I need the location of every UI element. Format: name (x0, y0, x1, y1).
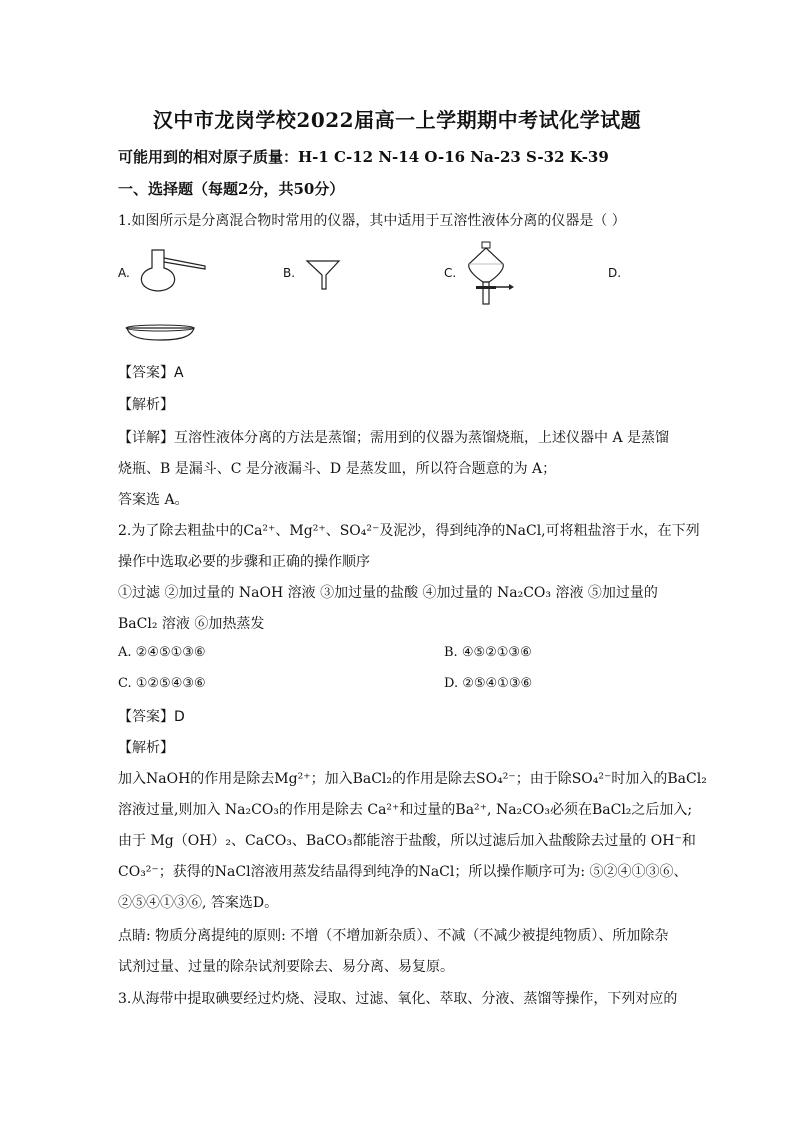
q2-note-line2: 试剂过量、过量的除杂试剂要除去、易分离、易复原。 (118, 959, 454, 975)
q1-stem: 1.如图所示是分离混合物时常用的仪器，其中适用于互溶性液体分离的仪器是（ ） (118, 213, 626, 229)
q2-option-b: B. ④⑤②①③⑥ (444, 645, 532, 660)
evaporating-dish-icon (124, 322, 198, 344)
q3-stem: 3.从海带中提取碘要经过灼烧、浸取、过滤、氧化、萃取、分液、蒸馏等操作，下列对应的 (118, 991, 678, 1007)
q1-answer: 【答案】A (118, 365, 184, 381)
q1-option-c: C. (444, 266, 457, 280)
q2-steps-line1: ①过滤 ②加过量的 NaOH 溶液 ③加过量的盐酸 ④加过量的 Na₂CO₃ 溶液 ⑤加过量的 (118, 585, 658, 601)
funnel-icon (305, 258, 343, 292)
q2-body-line4: CO₃²⁻；获得的NaCl溶液用蒸发结晶得到纯净的NaCl；所以操作顺序可为: ⑤②④①③⑥、 (118, 864, 688, 880)
q1-conclusion: 答案选 A。 (118, 492, 189, 508)
separatory-funnel-icon (463, 240, 523, 306)
q1-option-a: A. (118, 266, 130, 280)
q1-option-d: D. (608, 266, 622, 280)
q2-body-line1: 加入NaOH的作用是除去Mg²⁺；加入BaCl₂的作用是除去SO₄²⁻；由于除SO₄²⁻时加入的BaCl₂ (118, 771, 707, 787)
q2-analysis: 【解析】 (118, 740, 174, 756)
q1-option-b: B. (283, 266, 296, 280)
q2-option-c: C. ①②⑤④③⑥ (118, 676, 206, 691)
q2-stem-line2: 操作中选取必要的步骤和正确的操作顺序 (118, 554, 370, 570)
exam-title: 汉中市龙岗学校2022届高一上学期期中考试化学试题 (152, 108, 642, 132)
distillation-flask-icon (135, 246, 210, 294)
q2-note-line1: 点睛: 物质分离提纯的原则: 不增（不增加新杂质）、不减（不减少被提纯物质）、所加除杂 (118, 928, 669, 944)
section-heading: 一、选择题（每题2分，共50分） (118, 180, 345, 198)
q2-body-line3: 由于 Mg（OH）₂、CaCO₃、BaCO₃都能溶于盐酸，所以过滤后加入盐酸除去过量的 OH⁻和 (118, 833, 696, 849)
q1-detail-line1: 【详解】互溶性液体分离的方法是蒸馏；需用到的仪器为蒸馏烧瓶，上述仪器中 A 是蒸馏 (118, 430, 670, 446)
q1-analysis: 【解析】 (118, 397, 174, 413)
q2-option-d: D. ②⑤④①③⑥ (444, 676, 533, 691)
q2-option-a: A. ②④⑤①③⑥ (118, 645, 206, 660)
q2-body-line5: ②⑤④①③⑥, 答案选D。 (118, 895, 279, 911)
atomic-masses: 可能用到的相对原子质量：H-1 C-12 N-14 O-16 Na-23 S-32 K-39 (118, 148, 609, 166)
q2-stem-line1: 2.为了除去粗盐中的Ca²⁺、Mg²⁺、SO₄²⁻及泥沙，得到纯净的NaCl,可将粗盐溶于水，在下列 (118, 523, 700, 539)
q2-answer: 【答案】D (118, 709, 185, 725)
q2-body-line2: 溶液过量,则加入 Na₂CO₃的作用是除去 Ca²⁺和过量的Ba²⁺, Na₂CO₃必须在BaCl₂之后加入; (118, 802, 693, 818)
q2-steps-line2: BaCl₂ 溶液 ⑥加热蒸发 (118, 616, 265, 632)
q1-detail-line2: 烧瓶、B 是漏斗、C 是分液漏斗、D 是蒸发皿，所以符合题意的为 A； (118, 461, 557, 477)
